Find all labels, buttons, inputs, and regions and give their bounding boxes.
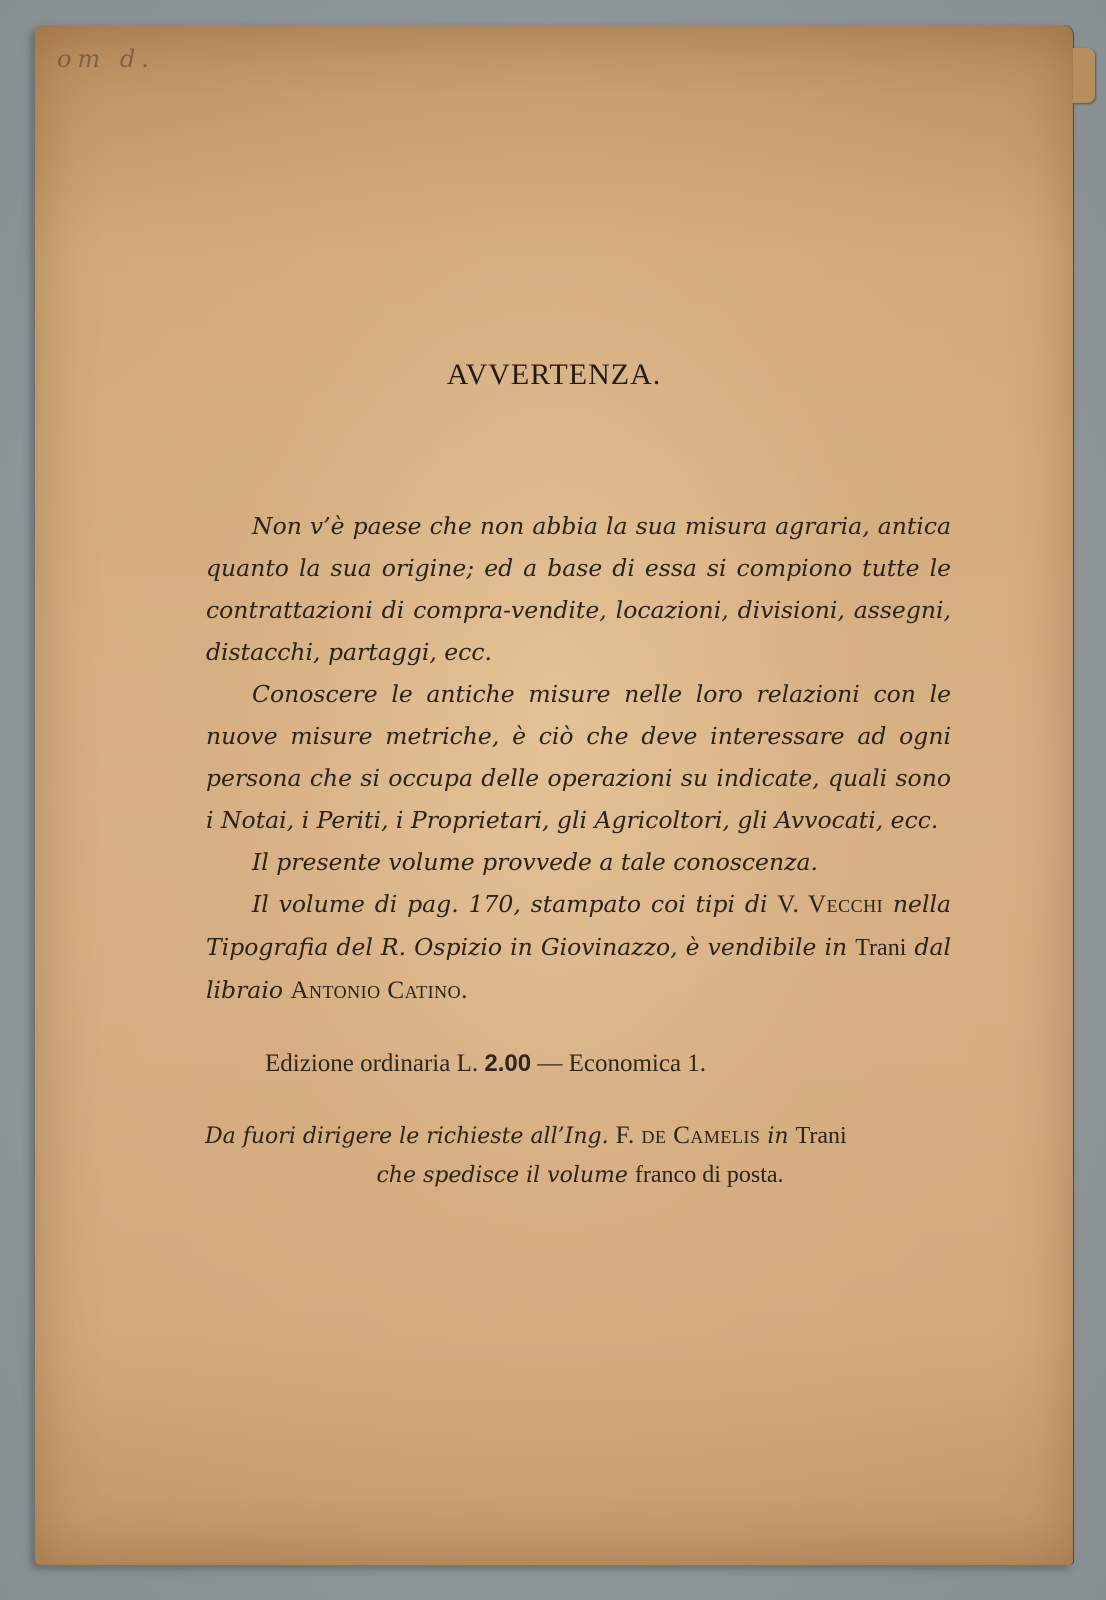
ordinary-price: 2.00 bbox=[484, 1050, 532, 1077]
proper-name: V. Vecchi bbox=[777, 891, 884, 918]
place-name: franco di posta. bbox=[634, 1162, 784, 1188]
handwritten-pencil-note: om d. bbox=[57, 45, 155, 73]
proper-name: Antonio Catino. bbox=[290, 977, 468, 1004]
text-run: nella Tipografia del R. Ospizio in Giovinazzo, è vendibile in bbox=[206, 890, 952, 961]
footer-line-2 bbox=[195, 1156, 965, 1195]
text-run: che spedisce il volume bbox=[376, 1163, 635, 1188]
document-page bbox=[35, 25, 1073, 1565]
proper-name: F. de Camelis bbox=[615, 1122, 761, 1149]
text-run: Conoscere le antiche misure nelle loro relazioni con le nuove misure metriche, è ciò che deve interessare ad ogni persona che si occupa delle operazioni su indicate, quali sono i Notai, i Periti, i Proprietari, gli Agricoltori, gli Avvocati, ecc. bbox=[206, 680, 951, 834]
place-name: Trani bbox=[855, 935, 907, 961]
footer-line-1 bbox=[195, 1117, 965, 1156]
text-run: dal libraio bbox=[206, 933, 951, 1004]
place-name: Trani bbox=[795, 1123, 847, 1149]
text-run: Il presente volume provvede a tale conoscenza. bbox=[252, 848, 818, 876]
page-heading: AVVERTENZA. bbox=[446, 358, 662, 391]
price-prefix: Edizione ordinaria L. bbox=[265, 1050, 485, 1077]
paragraph bbox=[206, 673, 951, 841]
ordering-instructions bbox=[195, 1117, 965, 1195]
torn-paper-tab bbox=[1073, 48, 1095, 103]
paragraph bbox=[206, 841, 951, 883]
text-run: Il volume di pag. 170, stampato coi tipi di bbox=[252, 890, 778, 918]
price-line bbox=[265, 1050, 706, 1078]
price-suffix: — Economica 1. bbox=[531, 1050, 707, 1077]
paragraph bbox=[206, 883, 951, 1012]
text-run: Non v’è paese che non abbia la sua misura agraria, antica quanto la sua origine; ed a base di essa si compiono tutte le contrattazioni di compra-vendite, locazioni, divisioni, assegni, distacchi, partaggi, ecc. bbox=[206, 512, 951, 666]
notice-body bbox=[206, 505, 951, 1012]
text-run: in bbox=[760, 1124, 796, 1149]
paragraph bbox=[206, 505, 951, 673]
text-run: Da fuori dirigere le richieste all’Ing. bbox=[205, 1124, 616, 1149]
